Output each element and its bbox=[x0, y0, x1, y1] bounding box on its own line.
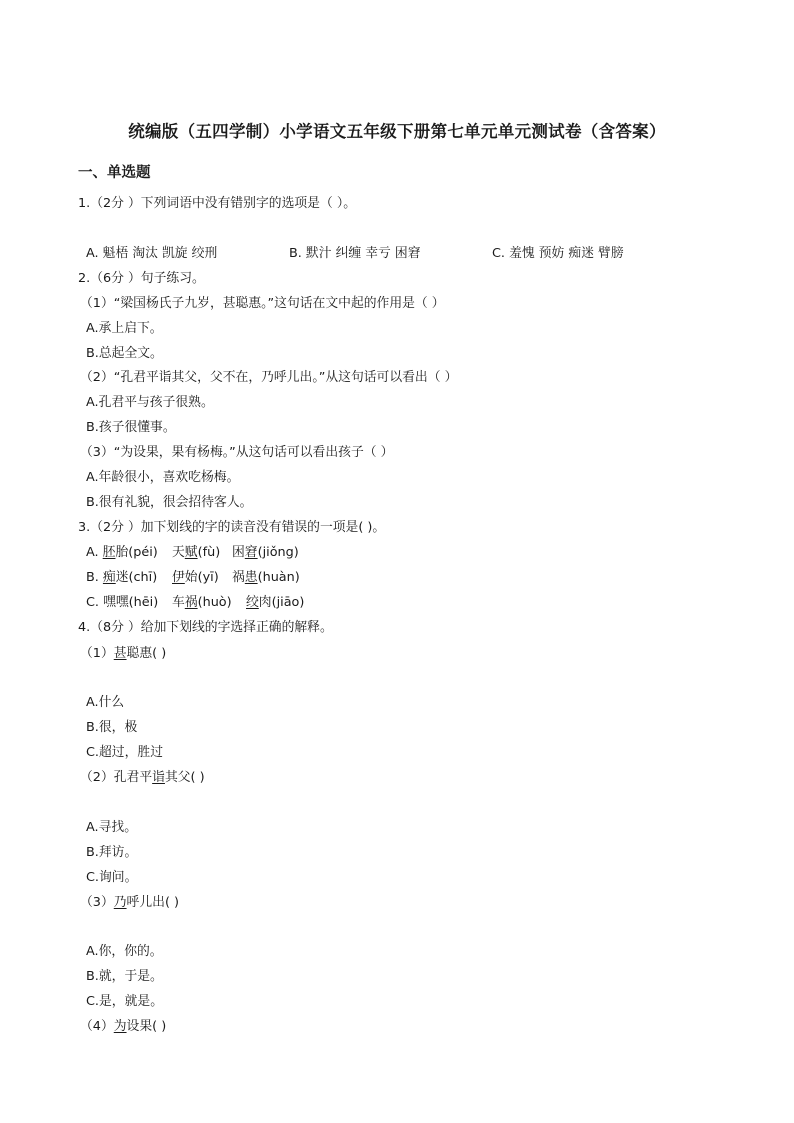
question-3-stem: 3.（2分 ）加下划线的字的读音没有错误的一项是( )。 bbox=[78, 520, 386, 535]
option-label: A. bbox=[86, 545, 103, 560]
sub-text: 呼儿出( ) bbox=[126, 895, 179, 910]
word-text: 车 bbox=[172, 595, 185, 610]
sub-prefix: （1） bbox=[80, 646, 114, 661]
question-1-stem: 1.（2分 ）下列词语中没有错别字的选项是（ ）。 bbox=[78, 196, 357, 211]
question-4-sub-1 bbox=[80, 645, 166, 663]
word-text: 困 bbox=[232, 545, 245, 560]
question-2-sub-3-option-b[interactable]: B.很有礼貌，很会招待客人。 bbox=[86, 495, 253, 510]
question-2-sub-2-option-a[interactable]: A.孔君平与孩子很熟。 bbox=[86, 395, 214, 410]
question-1-option-a[interactable]: A. 魁梧 淘汰 凯旋 绞刑 bbox=[86, 246, 218, 261]
underlined-char: 甚 bbox=[113, 646, 127, 661]
underlined-char: 乃 bbox=[113, 895, 127, 910]
question-4-sub-2-option-a[interactable]: A.寻找。 bbox=[86, 820, 137, 835]
word-text: 肉(jiāo) bbox=[258, 595, 305, 610]
section-heading: 一、单选题 bbox=[78, 165, 151, 181]
underlined-char: 为 bbox=[113, 1019, 127, 1034]
question-4-sub-2-option-b[interactable]: B.拜访。 bbox=[86, 845, 138, 860]
underlined-char: 绞 bbox=[246, 595, 259, 610]
sub-text: 其父( ) bbox=[164, 770, 205, 785]
underlined-char: 胚 bbox=[102, 545, 116, 560]
question-4-stem: 4.（8分 ）给加下划线的字选择正确的解释。 bbox=[78, 620, 333, 635]
page-title: 统编版（五四学制）小学语文五年级下册第七单元单元测试卷（含答案） bbox=[128, 122, 666, 141]
underlined-char: 诣 bbox=[152, 770, 165, 785]
sub-prefix: （4） bbox=[80, 1019, 114, 1034]
word-text: 天 bbox=[172, 545, 185, 560]
option-label: B. bbox=[86, 570, 103, 585]
question-4-sub-2-option-c[interactable]: C.询问。 bbox=[86, 870, 138, 885]
option-label: C. bbox=[86, 595, 104, 610]
word-text: (jiǒng) bbox=[257, 545, 299, 560]
question-4-sub-2 bbox=[80, 769, 205, 787]
question-4-sub-3-option-c[interactable]: C.是，就是。 bbox=[86, 994, 163, 1009]
underlined-char: 祸 bbox=[184, 595, 198, 610]
question-2-sub-2: （2）“孔君平诣其父，父不在，乃呼儿出。”从这句话可以看出（ ） bbox=[80, 370, 458, 385]
question-2-sub-2-option-b[interactable]: B.孩子很懂事。 bbox=[86, 420, 176, 435]
question-1-option-b[interactable]: B. 默汁 纠缠 幸亏 困窘 bbox=[289, 246, 421, 261]
question-3-option-b[interactable] bbox=[86, 569, 300, 587]
underlined-char: 痴 bbox=[102, 570, 116, 585]
word-text: 胎(péi) bbox=[115, 545, 158, 560]
question-1-option-c[interactable]: C. 羞愧 预妨 痴迷 臂膀 bbox=[492, 246, 624, 261]
sub-text: 设果( ) bbox=[126, 1019, 167, 1034]
word-text: 嘿嘿(hēi) bbox=[103, 595, 159, 610]
question-4-sub-4 bbox=[80, 1018, 166, 1036]
word-text: 始(yī) bbox=[184, 570, 219, 585]
underlined-char: 赋 bbox=[184, 545, 198, 560]
question-3-option-a[interactable] bbox=[86, 544, 299, 562]
question-2-sub-3: （3）“为设果，果有杨梅。”从这句话可以看出孩子（ ） bbox=[80, 445, 394, 460]
question-2-sub-1-option-a[interactable]: A.承上启下。 bbox=[86, 321, 163, 336]
underlined-char: 患 bbox=[244, 570, 258, 585]
word-text: 祸 bbox=[232, 570, 245, 585]
question-4-sub-3-option-b[interactable]: B.就，于是。 bbox=[86, 969, 163, 984]
underlined-char: 伊 bbox=[172, 570, 185, 585]
underlined-char: 窘 bbox=[244, 545, 258, 560]
word-text: (huò) bbox=[197, 595, 232, 610]
question-2-stem: 2.（6分 ）句子练习。 bbox=[78, 271, 205, 286]
question-4-sub-1-option-c[interactable]: C.超过，胜过 bbox=[86, 745, 163, 760]
question-4-sub-3 bbox=[80, 894, 179, 912]
question-4-sub-1-option-b[interactable]: B.很，极 bbox=[86, 720, 138, 735]
question-2-sub-1: （1）“梁国杨氏子九岁，甚聪惠。”这句话在文中起的作用是（ ） bbox=[80, 296, 445, 311]
question-4-sub-1-option-a[interactable]: A.什么 bbox=[86, 695, 125, 710]
word-text: (huàn) bbox=[257, 570, 300, 585]
question-2-sub-3-option-a[interactable]: A.年龄很小，喜欢吃杨梅。 bbox=[86, 470, 240, 485]
word-text: 迷(chī) bbox=[115, 570, 158, 585]
sub-prefix: （2）孔君平 bbox=[80, 770, 153, 785]
word-text: (fù) bbox=[197, 545, 221, 560]
question-3-option-c[interactable] bbox=[86, 594, 305, 612]
question-4-sub-3-option-a[interactable]: A.你，你的。 bbox=[86, 944, 163, 959]
question-2-sub-1-option-b[interactable]: B.总起全文。 bbox=[86, 346, 163, 361]
sub-prefix: （3） bbox=[80, 895, 114, 910]
sub-text: 聪惠( ) bbox=[126, 646, 167, 661]
